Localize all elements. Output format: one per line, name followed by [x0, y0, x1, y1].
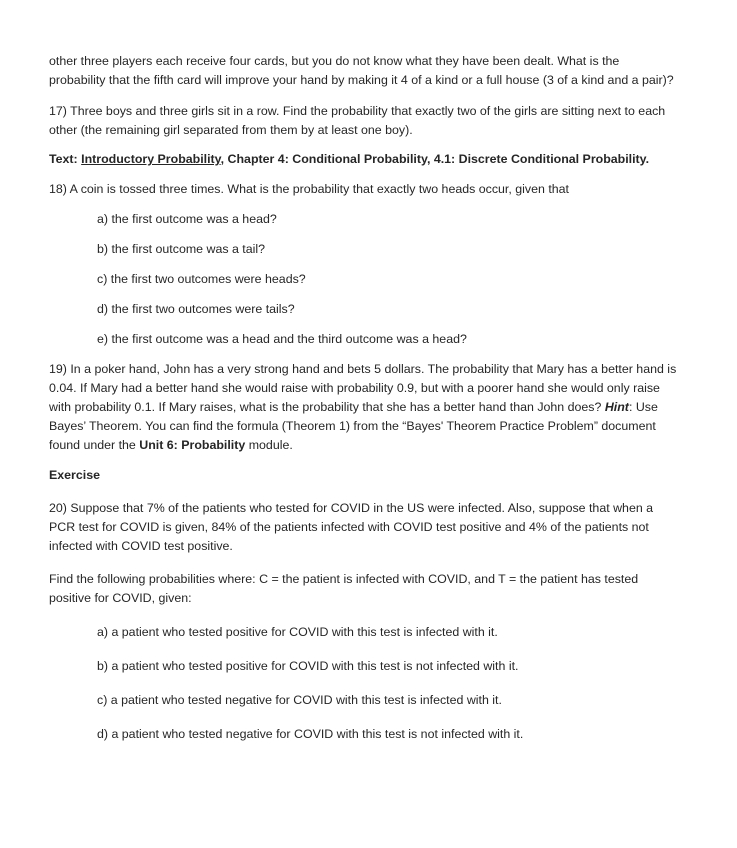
q18-item-e: e) the first outcome was a head and the third outcome was a head?: [97, 332, 467, 346]
q18-item-d: d) the first two outcomes were tails?: [97, 302, 295, 316]
question-18: 18) A coin is tossed three times. What is the probability that exactly two heads occur, given that: [49, 182, 569, 196]
q20-find: Find the following probabilities where: C = the patient is infected with COVID, and T = the patient has tested positive for COVID, given:: [49, 572, 639, 605]
exercise-label: Exercise: [49, 468, 100, 482]
question-19: [49, 360, 677, 455]
q20-item-a: a) a patient who tested positive for COVID with this test is infected with it.: [97, 625, 498, 639]
heading-rest: , Chapter 4: Conditional Probability, 4.1: Discrete Conditional Probability.: [220, 152, 650, 166]
q20-item-c: c) a patient who tested negative for COVID with this test is infected with it.: [97, 693, 502, 707]
q18-item-a: a) the first outcome was a head?: [97, 212, 277, 226]
section-heading: [49, 150, 677, 169]
heading-prefix: Text:: [49, 152, 82, 166]
question-17: 17) Three boys and three girls sit in a row. Find the probability that exactly two of the girls are sitting next to each other (the remaining girl separated from them by at least one boy).: [49, 104, 666, 137]
q19-hint-text: : Use Bayes’ Theorem. You can find the formula (Theorem 1) from the “Bayes' Theorem Practice Problem” document found under the: [49, 400, 658, 452]
q18-item-b: b) the first outcome was a tail?: [97, 242, 266, 256]
intro-paragraph: other three players each receive four cards, but you do not know what they have been dealt. What is the probability that the fifth card will improve your hand by making it 4 of a kind or a full house (3 of a kind and a pair)?: [49, 54, 674, 87]
q19-unit: Unit 6: Probability: [139, 438, 246, 452]
q19-text: 19) In a poker hand, John has a very strong hand and bets 5 dollars. The probability that Mary has a better hand is 0.04. If Mary had a better hand she would raise with probability 0.9, but with a poorer hand she would only raise with probability 0.1. If Mary raises, what is the probability that she has a better hand than John does?: [49, 362, 677, 414]
q19-tail: module.: [245, 438, 293, 452]
q18-item-c: c) the first two outcomes were heads?: [97, 272, 306, 286]
document-page: [49, 52, 677, 744]
book-title: Introductory Probability: [81, 152, 221, 166]
q19-hint-label: Hint: [604, 400, 629, 414]
question-20: 20) Suppose that 7% of the patients who tested for COVID in the US were infected. Also, suppose that when a PCR test for COVID is given, 84% of the patients infected with COVID test positive and 4% of the patients not infected with COVID test positive.: [49, 501, 654, 553]
q20-item-d: d) a patient who tested negative for COVID with this test is not infected with it.: [97, 727, 524, 741]
q20-item-b: b) a patient who tested positive for COVID with this test is not infected with it.: [97, 659, 519, 673]
